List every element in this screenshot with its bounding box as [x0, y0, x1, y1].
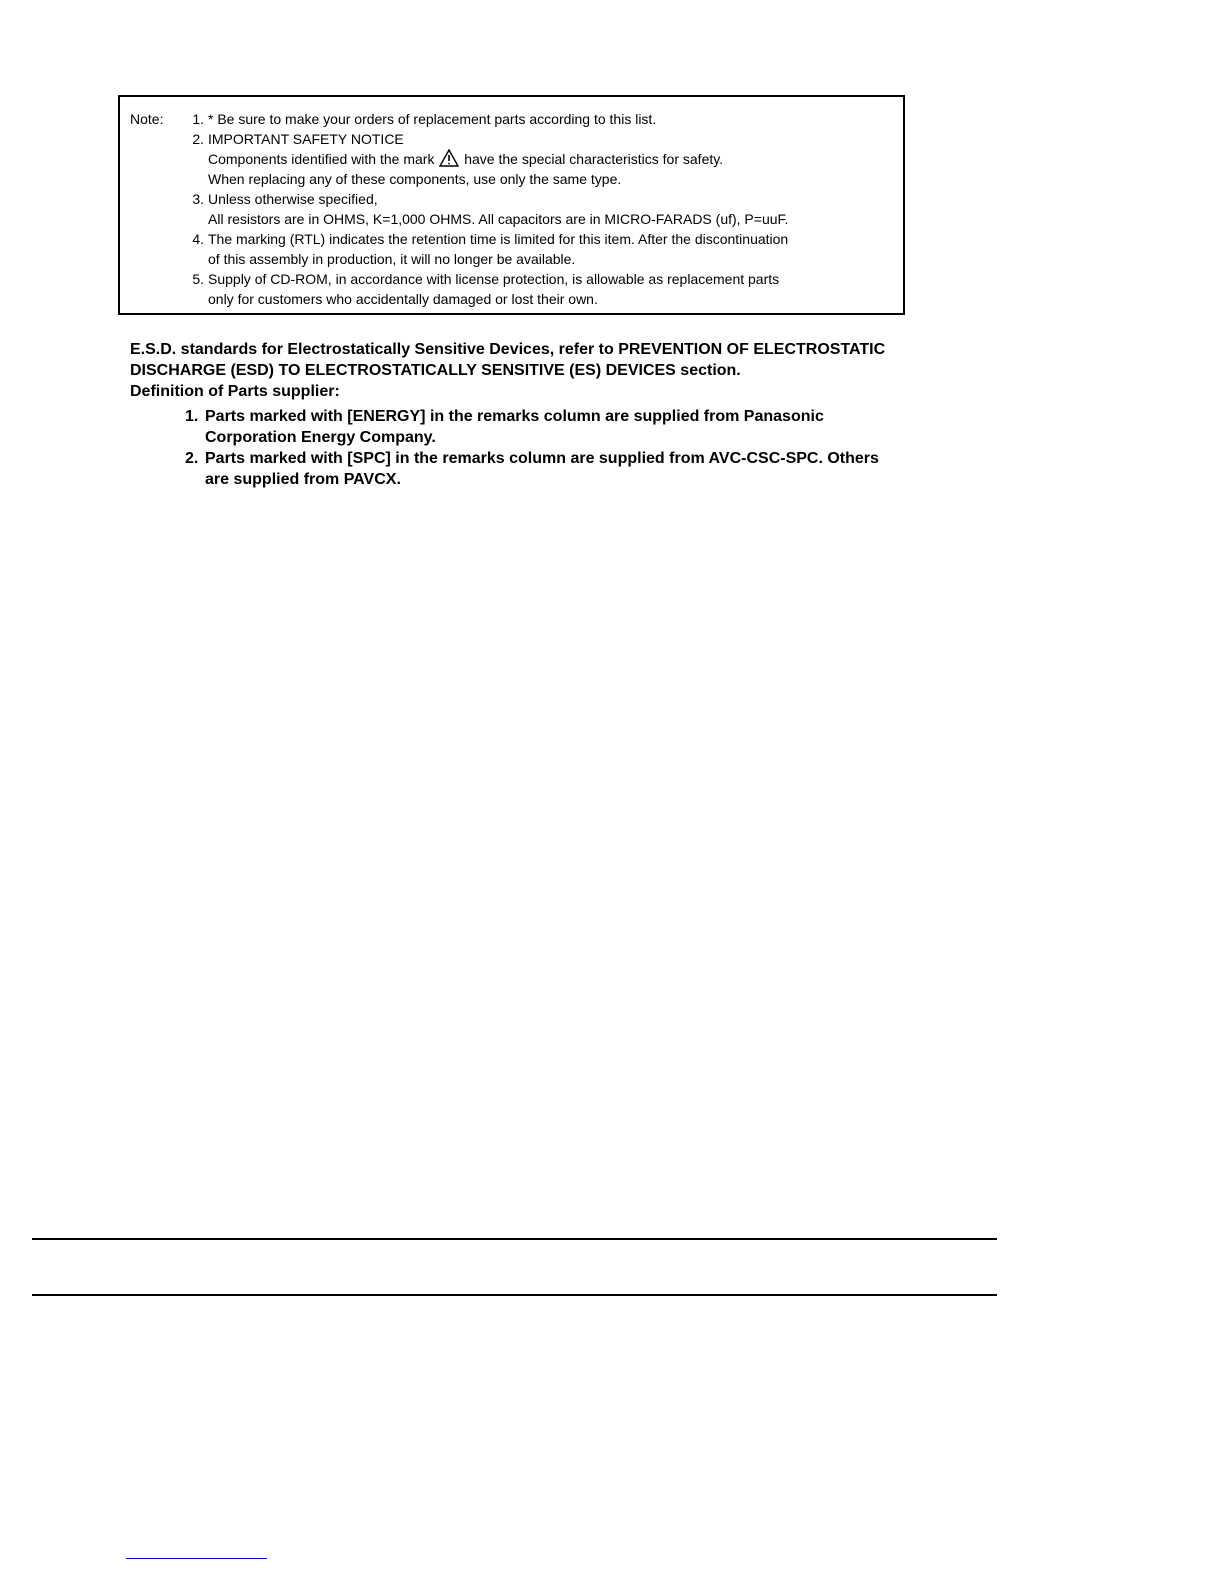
note-line: only for customers who accidentally damaged or lost their own. [208, 291, 598, 307]
note-list [182, 109, 902, 309]
esd-paragraph: E.S.D. standards for Electrostatically Sensitive Devices, refer to PREVENTION OF ELECTROSTATIC DISCHARGE (ESD) TO ELECTROSTATICALLY SENSITIVE (ES) DEVICES section. [130, 341, 886, 379]
safety-mark-line [208, 149, 902, 169]
note-line: Supply of CD-ROM, in accordance with license protection, is allowable as replacement parts [208, 271, 780, 287]
supplier-list [130, 406, 890, 490]
supplier-text: Parts marked with [SPC] in the remarks column are supplied from AVC-CSC-SPC. Others are supplied from PAVCX. [205, 450, 879, 488]
footer-rule-bottom [32, 1294, 997, 1296]
note-line: When replacing any of these components, use only the same type. [208, 171, 622, 187]
supplier-text: Parts marked with [ENERGY] in the remarks column are supplied from Panasonic Corporation Energy Company. [205, 408, 824, 446]
footer-rule-top [32, 1238, 997, 1240]
warning-triangle-icon [439, 149, 459, 167]
supplier-item-2 [130, 448, 890, 490]
safety-mark-text-before: Components identified with the mark [208, 151, 435, 167]
note-item-4 [182, 229, 902, 269]
note-line: IMPORTANT SAFETY NOTICE [208, 131, 404, 147]
note-number: 2. [192, 131, 204, 147]
note-line: The marking (RTL) indicates the retention time is limited for this item. After the discontinuation [208, 231, 789, 247]
safety-mark-text-after: have the special characteristics for safety. [464, 151, 724, 167]
supplier-number: 2. [185, 450, 199, 467]
note-number: 4. [192, 231, 204, 247]
note-item-5 [182, 269, 902, 309]
note-number: 1. [192, 111, 204, 127]
supplier-number: 1. [185, 408, 199, 425]
note-line: * Be sure to make your orders of replacement parts according to this list. [208, 111, 657, 127]
footer-link-underline[interactable] [126, 1558, 267, 1559]
note-line: All resistors are in OHMS, K=1,000 OHMS. All capacitors are in MICRO-FARADS (uf), P=uuF. [208, 211, 789, 227]
note-number: 5. [192, 271, 204, 287]
note-label: Note: [130, 111, 164, 127]
note-number: 3. [192, 191, 204, 207]
note-item-3 [182, 189, 902, 229]
notes-box [118, 95, 905, 315]
supplier-item-1 [130, 406, 890, 448]
esd-section [130, 339, 890, 490]
note-line: Unless otherwise specified, [208, 191, 378, 207]
note-item-2 [182, 129, 902, 189]
note-line: of this assembly in production, it will no longer be available. [208, 251, 576, 267]
note-item-1 [182, 109, 902, 129]
definition-heading: Definition of Parts supplier: [130, 383, 340, 400]
